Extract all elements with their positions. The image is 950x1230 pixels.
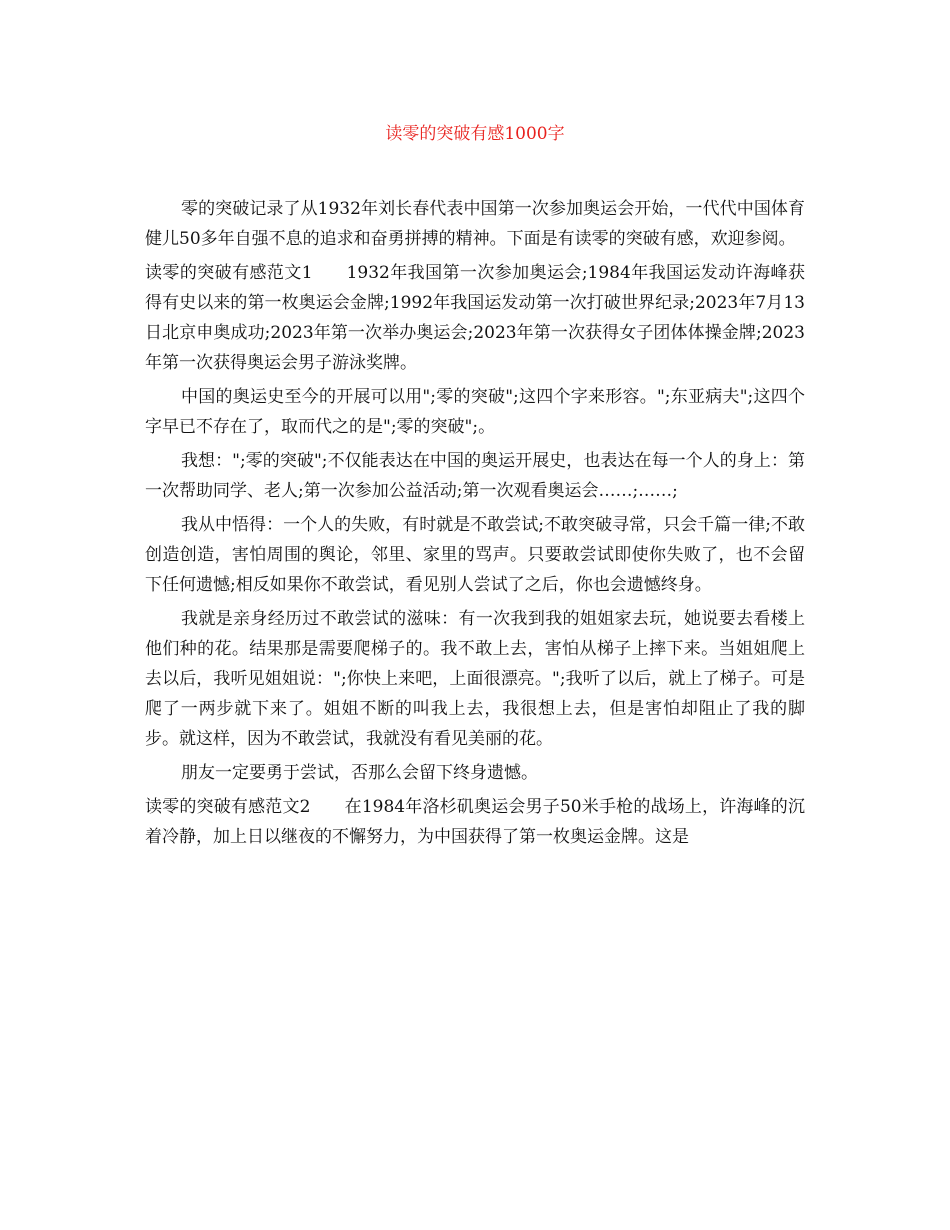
section-2-label: 读零的突破有感范文2 <box>145 797 311 817</box>
section-2-text: 在1984年洛杉矶奥运会男子50米手枪的战场上，许海峰的沉着冷静，加上日以继夜的不懈努力，为中国获得了第一枚奥运金牌。这是 <box>145 797 805 847</box>
section-1-paragraph <box>145 258 805 378</box>
section-1-text: 1932年我国第一次参加奥运会;1984年我国运发动许海峰获得有史以来的第一枚奥运会金牌;1992年我国运发动第一次打破世界纪录;2023年7月13日北京申奥成功;2023年第一次举办奥运会;2023年第一次获得女子团体体操金牌;2023年第一次获得奥运会男子游泳奖牌。 <box>145 263 805 373</box>
paragraph-my-thoughts: 我想：";零的突破";不仅能表达在中国的奥运开展史，也表达在每一个人的身上：第一次帮助同学、老人;第一次参加公益活动;第一次观看奥运会……;……; <box>145 451 805 501</box>
paragraph-lesson: 我从中悟得：一个人的失败，有时就是不敢尝试;不敢突破寻常，只会千篇一律;不敢创造创造，害怕周围的舆论，邻里、家里的骂声。只要敢尝试即使你失败了，也不会留下任何遗憾;相反如果你不敢尝试，看见别人尝试了之后，你也会遗憾终身。 <box>145 515 805 595</box>
intro-paragraph: 零的突破记录了从1932年刘长春代表中国第一次参加奥运会开始，一代代中国体育健儿50多年自强不息的追求和奋勇拼搏的精神。下面是有读零的突破有感，欢迎参阅。 <box>145 199 805 249</box>
paragraph-olympic-history: 中国的奥运史至今的开展可以用";零的突破";这四个字来形容。";东亚病夫";这四个字早已不存在了，取而代之的是";零的突破";。 <box>145 387 805 437</box>
document-body <box>145 194 805 852</box>
section-2-paragraph <box>145 792 805 852</box>
paragraph-advice: 朋友一定要勇于尝试，否那么会留下终身遗憾。 <box>181 763 538 783</box>
paragraph-experience: 我就是亲身经历过不敢尝试的滋味：有一次我到我的姐姐家去玩，她说要去看楼上他们种的花。结果那是需要爬梯子的。我不敢上去，害怕从梯子上摔下来。当姐姐爬上去以后，我听见姐姐说：";你快上来吧，上面很漂亮。";我听了以后，就上了梯子。可是爬了一两步就下来了。姐姐不断的叫我上去，我很想上去，但是害怕却阻止了我的脚步。就这样，因为不敢尝试，我就没有看见美丽的花。 <box>145 609 805 749</box>
document-title: 读零的突破有感1000字 <box>385 124 565 144</box>
section-1-label: 读零的突破有感范文1 <box>145 263 313 283</box>
